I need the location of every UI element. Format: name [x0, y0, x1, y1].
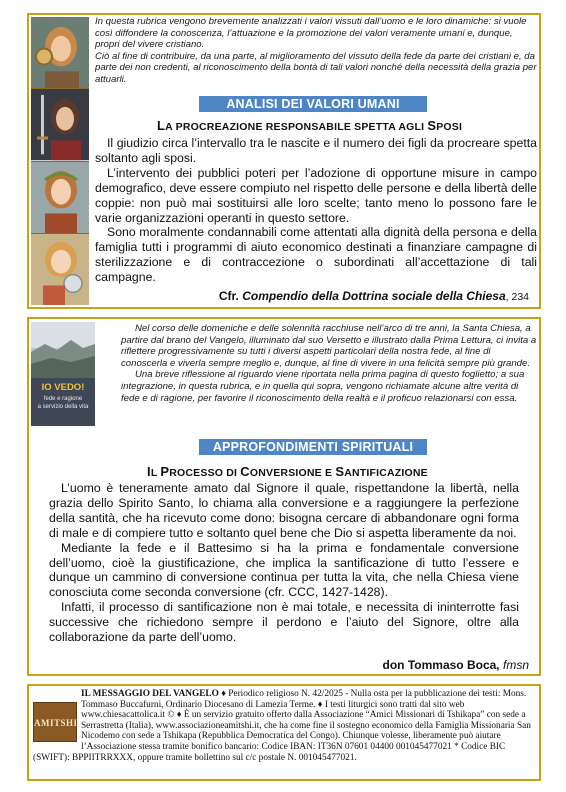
- portrait-woman-sword-image: [31, 89, 89, 161]
- section-banner: ANALISI DEI VALORI UMANI: [199, 96, 427, 112]
- intro-paragraph: Nel corso delle domeniche e delle solennità racchiuse nell’arco di tre anni, la Santa Chiesa, a partire dal brano del Vangelo, illuminato dal suo Versetto e illustrato dalla Prima Lettura, ci invita a riflettere progressivamente su tutti i diversi aspetti particolari della nostra fede, al fine di conoscerla e viverla sempre meglio e, dunque, al fine di vivere in una felicità sempre più grande.: [121, 323, 537, 369]
- title-text: L: [150, 467, 161, 479]
- io-vedo-logo: [31, 322, 95, 426]
- valori-umani-section: [27, 13, 541, 309]
- landscape-image: [31, 322, 95, 378]
- article-title: [157, 118, 462, 133]
- title-initial: C: [240, 464, 250, 479]
- title-text: ROCESSO DI: [169, 467, 241, 479]
- title-initial: P: [160, 464, 170, 479]
- article-body: [95, 136, 537, 285]
- portrait-woman-flask-image: [31, 234, 89, 305]
- intro-paragraph: Una breve riflessione al riguardo viene riportata nella prima pagina di questo foglietto; a sua integrazione, in questa rubrica, e in quella qui sopra, vengono richiamate alcune altre verità di fede e di ragione, per favorire il riconoscimento della realtà e il proficuo relazionarsi con essa.: [121, 369, 525, 404]
- publication-details: ♦ Periodico religioso N. 42/2025 - Nulla osta per la pubblicazione dei testi: Mons. Tommaso Buccafurni, Ordinario Diocesano di Lamezia Terme. ♦ I testi liturgici sono tratti dal sito web www.chiesacattolica.it © ♦ È un servizio gratuito offerto dalla Associazione “Amici Missionari di Tshikapa” con sede a Serrastretta (Italia), www.associazioneamitshi.it, che ha come fine il sostegno economico della Famiglia Missionaria San Nicodemo con sede a Tshikapa (Repubblica Democratica del Congo). Chiunque volesse, liberamente può aiutare l’Associazione stessa tramite bonifico bancario: Codice IBAN: IT36N 07601 04400 001045477021 * Codice BIC (SWIFT): BPPIITRRXXX, oppure tramite bollettino sul c/c postale N. 001045477021.: [33, 689, 531, 763]
- section-banner: APPROFONDIMENTI SPIRITUALI: [199, 439, 427, 455]
- title-initial: S: [427, 118, 437, 133]
- intro-paragraph: In questa rubrica vengono brevemente analizzati i valori vissuti dall’uomo e le loro dinamiche: si vuole così diffondere la conoscenza, l’attuazione e la promozione dei valori veramente umani e, dunque, propri del vivere cristiano.: [95, 16, 527, 51]
- title-text: ONVERSIONE E: [249, 467, 336, 479]
- logo-subtitle-line: a servizio della vita: [37, 404, 89, 410]
- publication-info: [33, 689, 535, 763]
- portrait-column: [31, 17, 89, 305]
- logo-subtitle: [31, 395, 95, 411]
- publication-footer: [27, 684, 541, 781]
- logo-text: AMITSHI: [34, 718, 78, 728]
- logo-title: IO VEDO!: [41, 382, 85, 393]
- title-initial: L: [157, 118, 166, 133]
- article-paragraph: Il giudizio circa l’intervallo tra le nascite e il numero dei figli da procreare spetta soltanto agli sposi.: [95, 136, 537, 165]
- intro-paragraph: Ciò al fine di contribuire, da una parte, al miglioramento del vissuto della fede da parte dei cristiani e, da parte dei non credenti, al riconoscimento della bontà di tali valori nonché della necessità della grazia per attuarli.: [95, 50, 537, 85]
- article-body: [49, 481, 519, 645]
- article-paragraph: Mediante la fede e il Battesimo si ha la prima e fondamentale conversione dell’uomo, cioè la giustificazione, che implica la santificazione di tutto l’essere e dunque un cammino di conversione continua per tutta la vita, che nella Chiesa viene conosciuta come seconda conversione (cfr. CCC, 1427-1428).: [49, 540, 519, 600]
- citation-number: , 234: [505, 291, 529, 303]
- title-initial: S: [335, 464, 345, 479]
- article-paragraph: L’intervento dei pubblici poteri per l’adozione di opportune misure in campo demografico, deve essere compiuto nel rispetto delle persone e della libertà delle coppie: non può mai sostituirsi alle loro scelte; tanto meno lo possono fare le varie organizzazioni operanti in questo settore.: [95, 165, 537, 225]
- article-title: [147, 464, 428, 479]
- portrait-woman-mirror-image: [31, 17, 89, 89]
- citation-prefix: Cfr.: [218, 289, 243, 303]
- title-text: A PROCREAZIONE RESPONSABILE SPETTA AGLI: [165, 121, 428, 133]
- section-intro: [95, 16, 537, 86]
- article-paragraph: Infatti, il processo di santificazione non è mai totale, e necessita di ininterrotte fasi successive che richiedono sempre il perdono e l’aiuto del Signore, oltre alla collaborazione da parte dell’uomo.: [49, 600, 519, 645]
- author-signature: [383, 658, 529, 672]
- author-name: don Tommaso Boca,: [382, 658, 503, 672]
- title-text: POSI: [436, 121, 463, 133]
- approfondimenti-section: [27, 317, 541, 676]
- section-intro: [121, 323, 539, 404]
- logo-caption: [31, 378, 95, 426]
- logo-subtitle-line: fede e ragione: [43, 396, 83, 402]
- portrait-woman-wreath-image: [31, 162, 89, 234]
- citation-title: Compendio della Dottrina sociale della Chiesa: [242, 289, 506, 303]
- title-text: ANTIFICAZIONE: [344, 467, 428, 479]
- title-initial: I: [147, 464, 151, 479]
- source-citation: [219, 289, 529, 303]
- article-paragraph: L’uomo è teneramente amato dal Signore il quale, rispettandone la libertà, nella grazia dello Spirito Santo, lo chiama alla conversione e a raggiungere la perfezione della santità, che ha ricevuto come dono: bisogna cercare di abbandonare ogni forma di male e di compiere tutto e soltanto quel bene che Dio si aspetta liberamente da noi.: [49, 481, 519, 540]
- article-paragraph: Sono moralmente condannabili come attentati alla dignità della persona e della famiglia tutti i programmi di aiuto economico destinati a finanziare campagne di sterilizzazione e di contraccezione o subordinati all’accettazione di tali campagne.: [95, 225, 537, 285]
- author-order: fmsn: [502, 658, 529, 672]
- publication-title: IL MESSAGGIO DEL VANGELO: [81, 689, 219, 699]
